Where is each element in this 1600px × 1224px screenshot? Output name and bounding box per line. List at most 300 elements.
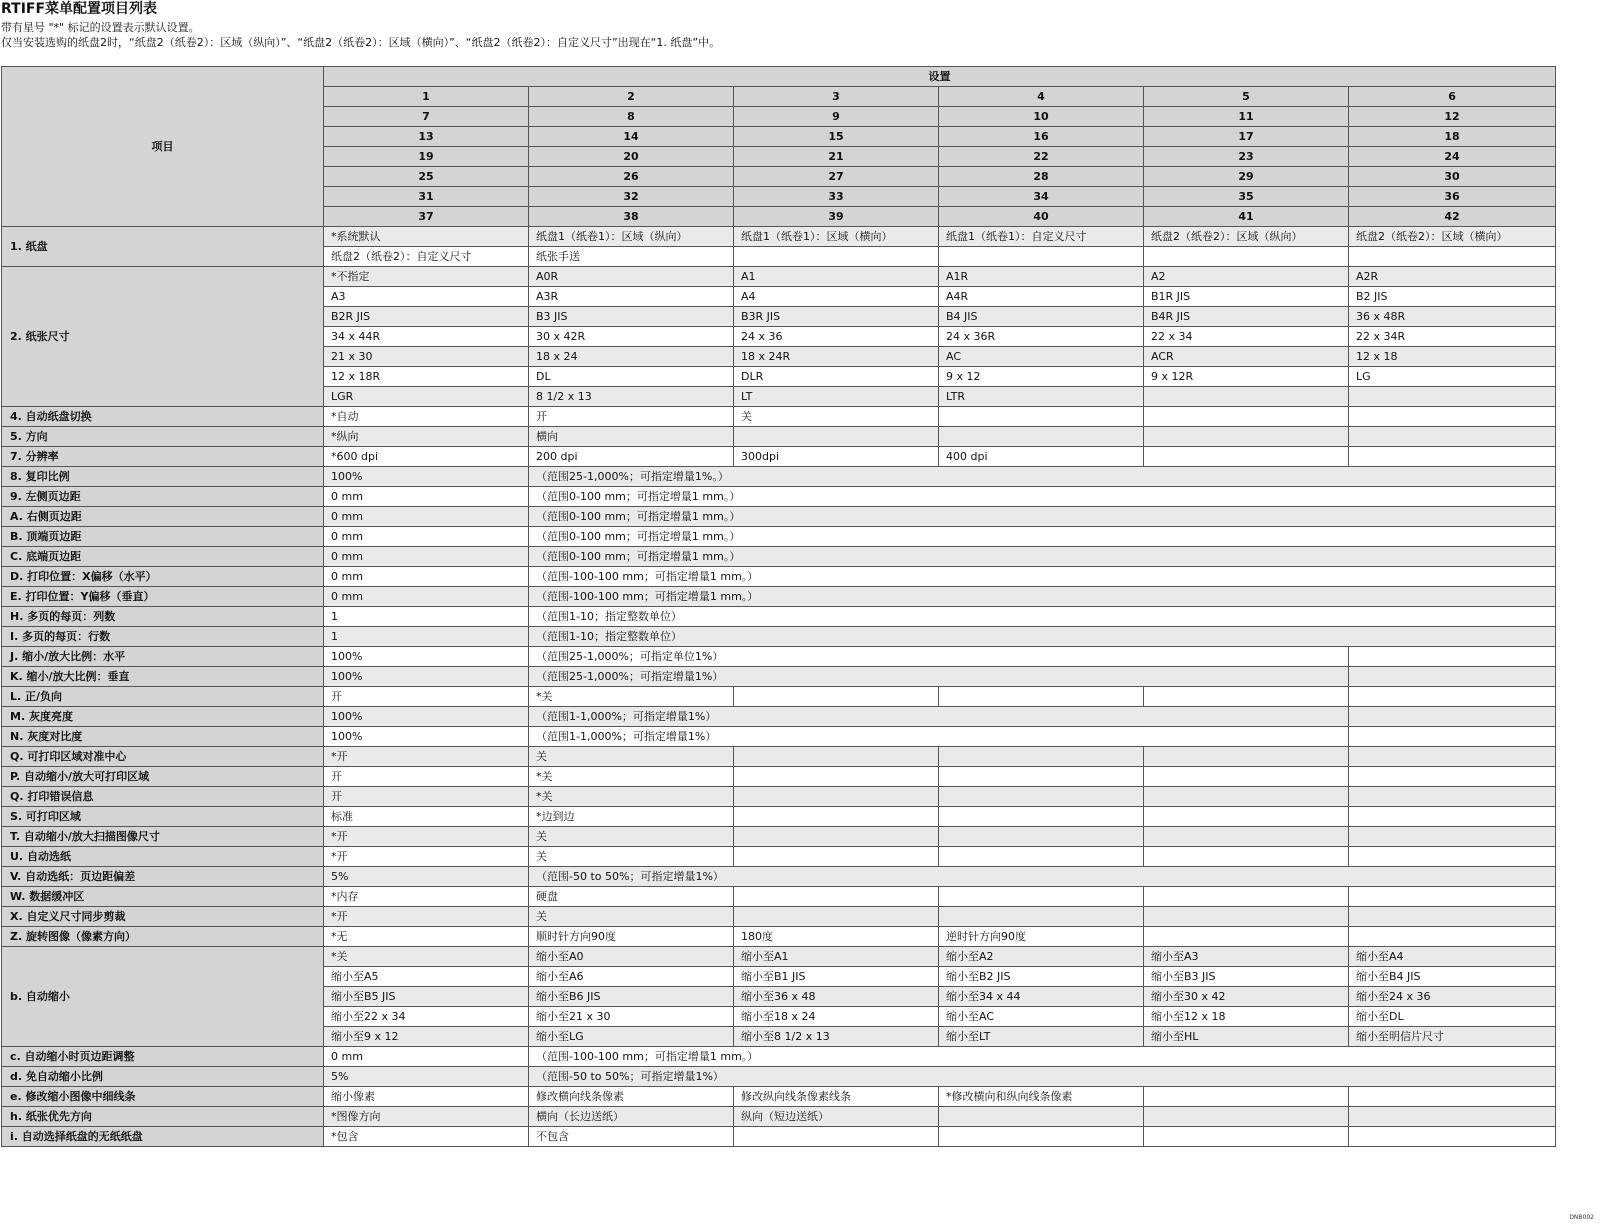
item-name-cell: M. 灰度亮度	[2, 707, 324, 727]
setting-value-cell: （范围1-1,000%；可指定增量1%）	[529, 707, 1349, 727]
setting-value-cell	[1144, 387, 1349, 407]
header-number-cell: 16	[939, 127, 1144, 147]
header-number-cell: 42	[1349, 207, 1556, 227]
setting-value-cell	[1349, 1087, 1556, 1107]
setting-value-cell: （范围1-10；指定整数单位）	[529, 627, 1556, 647]
setting-value-cell: 逆时针方向90度	[939, 927, 1144, 947]
setting-value-cell	[939, 767, 1144, 787]
item-name-cell: E. 打印位置：Y偏移（垂直）	[2, 587, 324, 607]
note-tray2-option: 仅当安装选购的纸盘2时，“纸盘2（纸卷2）：区域（纵向）”、“纸盘2（纸卷2）：区域（横向）”、“纸盘2（纸卷2）：自定义尺寸”出现在“1. 纸盘”中。	[1, 36, 721, 49]
item-name-cell: b. 自动缩小	[2, 947, 324, 1047]
setting-value-cell: 纵向（短边送纸）	[734, 1107, 939, 1127]
setting-value-cell: *关	[324, 947, 529, 967]
setting-value-cell: 100%	[324, 467, 529, 487]
setting-value-cell: 缩小至9 x 12	[324, 1027, 529, 1047]
setting-value-cell: 100%	[324, 667, 529, 687]
setting-value-cell	[1349, 427, 1556, 447]
table-row	[2, 547, 1556, 567]
header-number-cell: 40	[939, 207, 1144, 227]
setting-value-cell: 纸盘1（纸卷1）：自定义尺寸	[939, 227, 1144, 247]
setting-value-cell	[1349, 727, 1556, 747]
table-row	[2, 867, 1556, 887]
setting-value-cell	[734, 747, 939, 767]
header-number-cell: 12	[1349, 107, 1556, 127]
setting-value-cell: *开	[324, 827, 529, 847]
item-name-cell: L. 正/负向	[2, 687, 324, 707]
setting-value-cell	[1144, 447, 1349, 467]
setting-value-cell: 0 mm	[324, 487, 529, 507]
table-row	[2, 407, 1556, 427]
setting-value-cell	[1349, 907, 1556, 927]
header-number-cell: 3	[734, 87, 939, 107]
setting-value-cell: 30 x 42R	[529, 327, 734, 347]
item-name-cell: D. 打印位置：X偏移（水平）	[2, 567, 324, 587]
table-row	[2, 1107, 1556, 1127]
header-number-cell: 8	[529, 107, 734, 127]
setting-value-cell: （范围1-10；指定整数单位）	[529, 607, 1556, 627]
setting-value-cell: 8 1/2 x 13	[529, 387, 734, 407]
item-name-cell: 7. 分辨率	[2, 447, 324, 467]
setting-value-cell: 300dpi	[734, 447, 939, 467]
setting-value-cell	[1144, 827, 1349, 847]
header-number-cell: 17	[1144, 127, 1349, 147]
setting-value-cell	[1144, 887, 1349, 907]
header-number-cell: 18	[1349, 127, 1556, 147]
setting-value-cell: 缩小至A6	[529, 967, 734, 987]
setting-value-cell: 缩小至B1 JIS	[734, 967, 939, 987]
table-row	[2, 467, 1556, 487]
setting-value-cell: 纸盘1（纸卷1）：区域（纵向）	[529, 227, 734, 247]
header-number-cell: 33	[734, 187, 939, 207]
table-row	[2, 587, 1556, 607]
table-row	[2, 847, 1556, 867]
header-number-cell: 32	[529, 187, 734, 207]
setting-value-cell: 缩小至A5	[324, 967, 529, 987]
setting-value-cell: 12 x 18	[1349, 347, 1556, 367]
setting-value-cell: 关	[734, 407, 939, 427]
header-number-cell: 34	[939, 187, 1144, 207]
setting-value-cell: （范围0-100 mm；可指定增量1 mm。）	[529, 487, 1556, 507]
item-name-cell: X. 自定义尺寸同步剪裁	[2, 907, 324, 927]
setting-value-cell	[1349, 247, 1556, 267]
setting-value-cell: 修改纵向线条像素线条	[734, 1087, 939, 1107]
setting-value-cell	[939, 907, 1144, 927]
table-row	[2, 647, 1556, 667]
setting-value-cell: A2R	[1349, 267, 1556, 287]
setting-value-cell: 开	[324, 687, 529, 707]
setting-value-cell: *开	[324, 747, 529, 767]
setting-value-cell: *关	[529, 687, 734, 707]
setting-value-cell	[939, 1127, 1144, 1147]
item-name-cell: T. 自动缩小/放大扫描图像尺寸	[2, 827, 324, 847]
header-row	[2, 67, 1556, 87]
item-name-cell: c. 自动缩小时页边距调整	[2, 1047, 324, 1067]
setting-value-cell	[1349, 407, 1556, 427]
setting-value-cell	[1349, 707, 1556, 727]
table-row	[2, 807, 1556, 827]
header-number-cell: 39	[734, 207, 939, 227]
setting-value-cell: （范围0-100 mm；可指定增量1 mm。）	[529, 527, 1556, 547]
setting-value-cell: （范围25-1,000%；可指定单位1%）	[529, 647, 1349, 667]
setting-value-cell	[1144, 1107, 1349, 1127]
item-name-cell: W. 数据缓冲区	[2, 887, 324, 907]
setting-value-cell	[1349, 927, 1556, 947]
item-name-cell: U. 自动选纸	[2, 847, 324, 867]
setting-value-cell: （范围25-1,000%；可指定增量1%）	[529, 667, 1349, 687]
setting-value-cell: A1	[734, 267, 939, 287]
page-title: RTIFF菜单配置项目列表	[1, 1, 158, 17]
setting-value-cell: ACR	[1144, 347, 1349, 367]
setting-value-cell: *边到边	[529, 807, 734, 827]
setting-value-cell: 开	[324, 787, 529, 807]
setting-value-cell: 24 x 36	[734, 327, 939, 347]
header-number-cell: 35	[1144, 187, 1349, 207]
setting-value-cell: 22 x 34	[1144, 327, 1349, 347]
item-name-cell: Q. 打印错误信息	[2, 787, 324, 807]
setting-value-cell	[1144, 427, 1349, 447]
setting-value-cell: 顺时针方向90度	[529, 927, 734, 947]
table-row	[2, 947, 1556, 967]
setting-value-cell	[939, 787, 1144, 807]
table-row	[2, 1047, 1556, 1067]
setting-value-cell: 24 x 36R	[939, 327, 1144, 347]
setting-value-cell: 纸盘2（纸卷2）：自定义尺寸	[324, 247, 529, 267]
table-row	[2, 267, 1556, 287]
setting-value-cell: 缩小至22 x 34	[324, 1007, 529, 1027]
setting-value-cell: *开	[324, 907, 529, 927]
setting-value-cell: 缩小至LG	[529, 1027, 734, 1047]
setting-value-cell: 纸盘1（纸卷1）：区域（横向）	[734, 227, 939, 247]
setting-value-cell: 缩小至30 x 42	[1144, 987, 1349, 1007]
setting-value-cell: （范围0-100 mm；可指定增量1 mm。）	[529, 507, 1556, 527]
header-settings-cell: 设置	[324, 67, 1556, 87]
header-number-cell: 6	[1349, 87, 1556, 107]
setting-value-cell: *自动	[324, 407, 529, 427]
setting-value-cell	[939, 427, 1144, 447]
setting-value-cell	[939, 1107, 1144, 1127]
setting-value-cell: （范围-100-100 mm；可指定增量1 mm。）	[529, 587, 1556, 607]
setting-value-cell	[1144, 687, 1349, 707]
item-name-cell: B. 顶端页边距	[2, 527, 324, 547]
table-row	[2, 1067, 1556, 1087]
setting-value-cell	[1349, 647, 1556, 667]
table-row	[2, 707, 1556, 727]
item-name-cell: H. 多页的每页：列数	[2, 607, 324, 627]
setting-value-cell	[1349, 1127, 1556, 1147]
setting-value-cell: 缩小至AC	[939, 1007, 1144, 1027]
setting-value-cell	[1349, 807, 1556, 827]
setting-value-cell: 400 dpi	[939, 447, 1144, 467]
item-name-cell: e. 修改缩小图像中细线条	[2, 1087, 324, 1107]
setting-value-cell: *开	[324, 847, 529, 867]
setting-value-cell: *内存	[324, 887, 529, 907]
setting-value-cell	[1349, 767, 1556, 787]
setting-value-cell: B4R JIS	[1144, 307, 1349, 327]
header-number-cell: 22	[939, 147, 1144, 167]
header-number-cell: 38	[529, 207, 734, 227]
setting-value-cell: LTR	[939, 387, 1144, 407]
setting-value-cell: *纵向	[324, 427, 529, 447]
header-number-cell: 20	[529, 147, 734, 167]
header-number-cell: 31	[324, 187, 529, 207]
setting-value-cell	[939, 407, 1144, 427]
table-row	[2, 1127, 1556, 1147]
setting-value-cell: 缩小至8 1/2 x 13	[734, 1027, 939, 1047]
setting-value-cell	[1349, 687, 1556, 707]
setting-value-cell	[939, 847, 1144, 867]
setting-value-cell: （范围1-1,000%；可指定增量1%）	[529, 727, 1349, 747]
item-name-cell: 2. 纸张尺寸	[2, 267, 324, 407]
item-name-cell: 1. 纸盘	[2, 227, 324, 267]
setting-value-cell	[1349, 667, 1556, 687]
setting-value-cell: *600 dpi	[324, 447, 529, 467]
setting-value-cell: 缩小像素	[324, 1087, 529, 1107]
table-row	[2, 1087, 1556, 1107]
table-row	[2, 927, 1556, 947]
setting-value-cell	[734, 1127, 939, 1147]
header-number-cell: 11	[1144, 107, 1349, 127]
setting-value-cell: 缩小至A1	[734, 947, 939, 967]
setting-value-cell	[1349, 1107, 1556, 1127]
table-row	[2, 787, 1556, 807]
table-row	[2, 527, 1556, 547]
setting-value-cell: LG	[1349, 367, 1556, 387]
setting-value-cell	[1144, 847, 1349, 867]
setting-value-cell: *不指定	[324, 267, 529, 287]
setting-value-cell: B4 JIS	[939, 307, 1144, 327]
header-number-cell: 1	[324, 87, 529, 107]
setting-value-cell	[734, 787, 939, 807]
setting-value-cell: A4R	[939, 287, 1144, 307]
setting-value-cell: AC	[939, 347, 1144, 367]
setting-value-cell: 横向（长边送纸）	[529, 1107, 734, 1127]
setting-value-cell	[939, 247, 1144, 267]
setting-value-cell: 100%	[324, 727, 529, 747]
setting-value-cell: 36 x 48R	[1349, 307, 1556, 327]
setting-value-cell: *关	[529, 767, 734, 787]
setting-value-cell: 缩小至DL	[1349, 1007, 1556, 1027]
header-number-cell: 41	[1144, 207, 1349, 227]
header-number-cell: 15	[734, 127, 939, 147]
table-row	[2, 727, 1556, 747]
setting-value-cell: 0 mm	[324, 567, 529, 587]
setting-value-cell: 修改横向线条像素	[529, 1087, 734, 1107]
setting-value-cell: 5%	[324, 1067, 529, 1087]
setting-value-cell: 缩小至A2	[939, 947, 1144, 967]
header-number-cell: 23	[1144, 147, 1349, 167]
table-row	[2, 227, 1556, 247]
item-name-cell: h. 纸张优先方向	[2, 1107, 324, 1127]
setting-value-cell	[939, 887, 1144, 907]
header-number-cell: 4	[939, 87, 1144, 107]
setting-value-cell	[1349, 387, 1556, 407]
setting-value-cell: 缩小至LT	[939, 1027, 1144, 1047]
setting-value-cell: 关	[529, 747, 734, 767]
header-number-cell: 19	[324, 147, 529, 167]
item-name-cell: N. 灰度对比度	[2, 727, 324, 747]
header-number-cell: 2	[529, 87, 734, 107]
figure-code: DNB002	[1569, 1214, 1594, 1221]
table-row	[2, 827, 1556, 847]
setting-value-cell: 不包含	[529, 1127, 734, 1147]
setting-value-cell: 200 dpi	[529, 447, 734, 467]
setting-value-cell: 12 x 18R	[324, 367, 529, 387]
setting-value-cell: 18 x 24R	[734, 347, 939, 367]
item-name-cell: C. 底端页边距	[2, 547, 324, 567]
setting-value-cell: 1	[324, 627, 529, 647]
setting-value-cell: 缩小至A0	[529, 947, 734, 967]
setting-value-cell: B3 JIS	[529, 307, 734, 327]
item-name-cell: K. 缩小/放大比例：垂直	[2, 667, 324, 687]
setting-value-cell	[1144, 807, 1349, 827]
header-number-cell: 9	[734, 107, 939, 127]
setting-value-cell	[734, 807, 939, 827]
setting-value-cell: A0R	[529, 267, 734, 287]
item-name-cell: P. 自动缩小/放大可打印区域	[2, 767, 324, 787]
setting-value-cell: 0 mm	[324, 527, 529, 547]
setting-value-cell: 开	[529, 407, 734, 427]
note-default-marker: 带有星号 "*" 标记的设置表示默认设置。	[1, 21, 200, 34]
setting-value-cell: 缩小至36 x 48	[734, 987, 939, 1007]
table-row	[2, 627, 1556, 647]
setting-value-cell: 1	[324, 607, 529, 627]
setting-value-cell	[1144, 247, 1349, 267]
setting-value-cell	[1349, 787, 1556, 807]
table-row	[2, 767, 1556, 787]
item-name-cell: 8. 复印比例	[2, 467, 324, 487]
table-row	[2, 567, 1556, 587]
setting-value-cell: A1R	[939, 267, 1144, 287]
header-number-cell: 30	[1349, 167, 1556, 187]
setting-value-cell: 0 mm	[324, 547, 529, 567]
setting-value-cell: B3R JIS	[734, 307, 939, 327]
setting-value-cell: A2	[1144, 267, 1349, 287]
setting-value-cell: A4	[734, 287, 939, 307]
setting-value-cell: DL	[529, 367, 734, 387]
setting-value-cell	[939, 807, 1144, 827]
setting-value-cell	[1349, 847, 1556, 867]
setting-value-cell: LGR	[324, 387, 529, 407]
setting-value-cell: A3R	[529, 287, 734, 307]
setting-value-cell	[734, 827, 939, 847]
setting-value-cell: 硬盘	[529, 887, 734, 907]
setting-value-cell: 缩小至34 x 44	[939, 987, 1144, 1007]
table-row	[2, 447, 1556, 467]
setting-value-cell	[1144, 1127, 1349, 1147]
setting-value-cell	[734, 427, 939, 447]
item-name-cell: 9. 左侧页边距	[2, 487, 324, 507]
setting-value-cell: 缩小至B5 JIS	[324, 987, 529, 1007]
item-name-cell: Z. 旋转图像（像素方向）	[2, 927, 324, 947]
setting-value-cell: 横向	[529, 427, 734, 447]
setting-value-cell	[939, 827, 1144, 847]
setting-value-cell	[939, 687, 1144, 707]
setting-value-cell	[734, 247, 939, 267]
setting-value-cell	[1144, 1087, 1349, 1107]
setting-value-cell	[1144, 767, 1349, 787]
setting-value-cell: （范围-50 to 50%；可指定增量1%）	[529, 867, 1556, 887]
setting-value-cell	[1144, 407, 1349, 427]
header-number-cell: 24	[1349, 147, 1556, 167]
setting-value-cell: *图像方向	[324, 1107, 529, 1127]
setting-value-cell: 0 mm	[324, 587, 529, 607]
table-row	[2, 907, 1556, 927]
setting-value-cell	[1349, 447, 1556, 467]
setting-value-cell: 缩小至B2 JIS	[939, 967, 1144, 987]
header-number-cell: 26	[529, 167, 734, 187]
setting-value-cell: 缩小至18 x 24	[734, 1007, 939, 1027]
setting-value-cell	[1144, 927, 1349, 947]
setting-value-cell: 纸张手送	[529, 247, 734, 267]
setting-value-cell: 缩小至A3	[1144, 947, 1349, 967]
item-name-cell: 5. 方向	[2, 427, 324, 447]
setting-value-cell: 0 mm	[324, 507, 529, 527]
setting-value-cell: 9 x 12R	[1144, 367, 1349, 387]
setting-value-cell: 关	[529, 907, 734, 927]
setting-value-cell: 缩小至12 x 18	[1144, 1007, 1349, 1027]
setting-value-cell: DLR	[734, 367, 939, 387]
header-number-cell: 10	[939, 107, 1144, 127]
setting-value-cell: 100%	[324, 647, 529, 667]
setting-value-cell: A3	[324, 287, 529, 307]
setting-value-cell: *关	[529, 787, 734, 807]
header-number-cell: 14	[529, 127, 734, 147]
item-name-cell: i. 自动选择纸盘的无纸纸盘	[2, 1127, 324, 1147]
setting-value-cell	[734, 887, 939, 907]
table-row	[2, 887, 1556, 907]
setting-value-cell: 缩小至B6 JIS	[529, 987, 734, 1007]
item-name-cell: 4. 自动纸盘切换	[2, 407, 324, 427]
setting-value-cell: （范围-50 to 50%；可指定增量1%）	[529, 1067, 1556, 1087]
header-number-cell: 37	[324, 207, 529, 227]
setting-value-cell: 22 x 34R	[1349, 327, 1556, 347]
setting-value-cell	[1349, 747, 1556, 767]
setting-value-cell: *无	[324, 927, 529, 947]
setting-value-cell: 标准	[324, 807, 529, 827]
setting-value-cell: 纸盘2（纸卷2）：区域（横向）	[1349, 227, 1556, 247]
setting-value-cell: 180度	[734, 927, 939, 947]
item-name-cell: S. 可打印区域	[2, 807, 324, 827]
header-number-cell: 5	[1144, 87, 1349, 107]
header-item-cell: 项目	[2, 67, 324, 227]
rtiff-menu-table	[1, 66, 1556, 1147]
item-name-cell: d. 免自动缩小比例	[2, 1067, 324, 1087]
setting-value-cell: 纸盘2（纸卷2）：区域（纵向）	[1144, 227, 1349, 247]
setting-value-cell: 缩小至B3 JIS	[1144, 967, 1349, 987]
table-row	[2, 487, 1556, 507]
setting-value-cell: 关	[529, 847, 734, 867]
item-name-cell: A. 右侧页边距	[2, 507, 324, 527]
header-number-cell: 28	[939, 167, 1144, 187]
setting-value-cell: 21 x 30	[324, 347, 529, 367]
setting-value-cell: 开	[324, 767, 529, 787]
setting-value-cell: （范围-100-100 mm；可指定增量1 mm。）	[529, 567, 1556, 587]
setting-value-cell	[734, 687, 939, 707]
setting-value-cell: 缩小至21 x 30	[529, 1007, 734, 1027]
setting-value-cell	[1144, 907, 1349, 927]
setting-value-cell: B1R JIS	[1144, 287, 1349, 307]
setting-value-cell: *包含	[324, 1127, 529, 1147]
setting-value-cell	[1349, 887, 1556, 907]
setting-value-cell	[734, 767, 939, 787]
setting-value-cell: 缩小至A4	[1349, 947, 1556, 967]
setting-value-cell: （范围0-100 mm；可指定增量1 mm。）	[529, 547, 1556, 567]
setting-value-cell: 9 x 12	[939, 367, 1144, 387]
table-row	[2, 687, 1556, 707]
item-name-cell: J. 缩小/放大比例：水平	[2, 647, 324, 667]
setting-value-cell: 0 mm	[324, 1047, 529, 1067]
table-row	[2, 747, 1556, 767]
